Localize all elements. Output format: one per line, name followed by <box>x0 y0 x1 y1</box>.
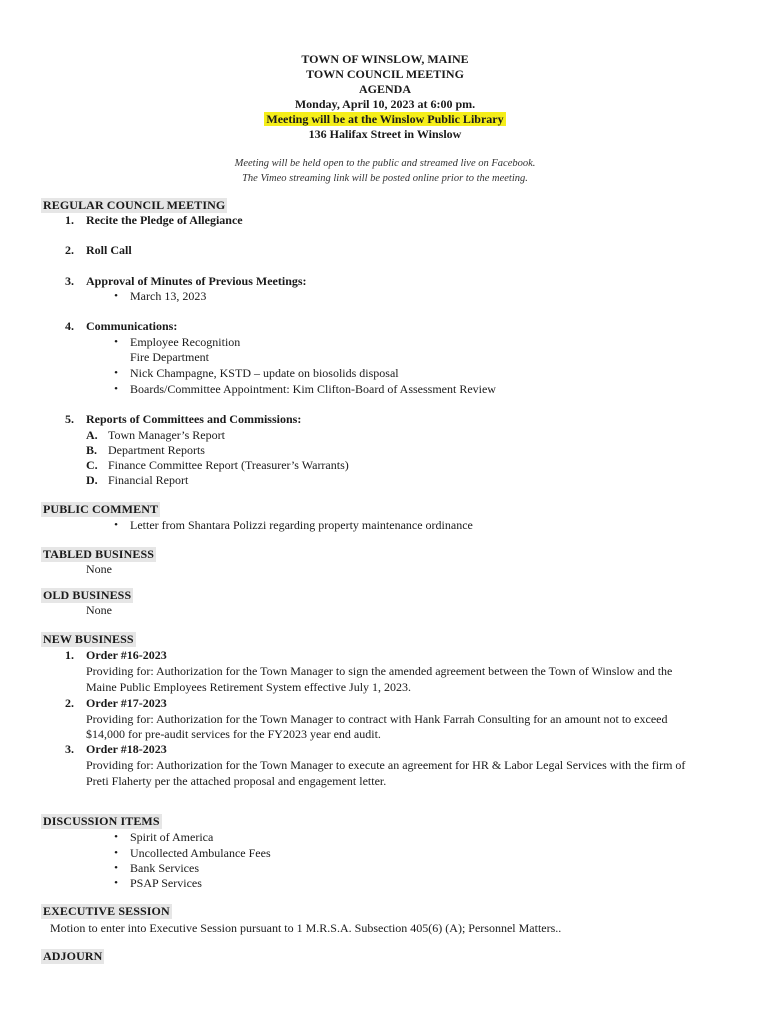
list-item: Nick Champagne, KSTD – update on biosolids disposal <box>130 366 399 380</box>
list-item: Bank Services <box>130 861 199 875</box>
bullet-icon: • <box>114 831 118 843</box>
list-item: Department Reports <box>108 443 205 457</box>
section-tabled-business: TABLED BUSINESS <box>43 547 154 561</box>
list-letter: C. <box>86 458 98 472</box>
list-item: PSAP Services <box>130 876 202 890</box>
bullet-icon: • <box>114 290 118 302</box>
list-item: Spirit of America <box>130 830 214 844</box>
section-old-business: OLD BUSINESS <box>43 588 132 602</box>
item-number: 5. <box>65 412 74 426</box>
item-approval-minutes: Approval of Minutes of Previous Meetings: <box>86 274 307 288</box>
vimeo-note: The Vimeo streaming link will be posted online prior to the meeting. <box>242 173 528 184</box>
item-number: 3. <box>65 742 74 756</box>
meeting-title: TOWN COUNCIL MEETING <box>306 67 464 81</box>
meeting-location-row <box>0 112 770 127</box>
tabled-none: None <box>86 562 112 576</box>
order-description: Providing for: Authorization for the Town Manager to execute an agreement for HR & Labor Legal Services with the firm of <box>86 758 686 772</box>
meeting-date: Monday, April 10, 2023 at 6:00 pm. <box>294 97 476 111</box>
item-number: 3. <box>65 274 74 288</box>
list-item: Finance Committee Report (Treasurer’s Warrants) <box>108 458 349 472</box>
section-discussion-items: DISCUSSION ITEMS <box>43 814 160 828</box>
section-executive-session: EXECUTIVE SESSION <box>43 904 170 918</box>
old-none: None <box>86 603 112 617</box>
order-18-2023: Order #18-2023 <box>86 742 167 756</box>
town-title: TOWN OF WINSLOW, MAINE <box>301 52 469 66</box>
list-item: Boards/Committee Appointment: Kim Clifton-Board of Assessment Review <box>130 382 496 396</box>
list-item: Letter from Shantara Polizzi regarding property maintenance ordinance <box>130 518 473 532</box>
list-item: March 13, 2023 <box>130 289 207 303</box>
item-number: 1. <box>65 648 74 662</box>
section-regular-council-meeting: REGULAR COUNCIL MEETING <box>43 198 226 212</box>
order-16-2023: Order #16-2023 <box>86 648 167 662</box>
list-letter: A. <box>86 428 98 442</box>
meeting-address: 136 Halifax Street in Winslow <box>308 127 462 141</box>
order-description: Providing for: Authorization for the Town Manager to contract with Hank Farrah Consulting for an amount not to exceed <box>86 712 668 726</box>
order-17-2023: Order #17-2023 <box>86 696 167 710</box>
bullet-icon: • <box>114 847 118 859</box>
item-communications: Communications: <box>86 319 178 333</box>
item-reports-committees: Reports of Committees and Commissions: <box>86 412 302 426</box>
list-item: Financial Report <box>108 473 189 487</box>
item-roll-call: Roll Call <box>86 243 132 257</box>
order-description: Preti Flaherty per the attached proposal and engagement letter. <box>86 774 387 788</box>
item-number: 4. <box>65 319 74 333</box>
meeting-location-highlight: Meeting will be at the Winslow Public Library <box>266 112 504 126</box>
order-description: Providing for: Authorization for the Town Manager to sign the amended agreement between the Town of Winslow and the <box>86 664 673 678</box>
list-item: Town Manager’s Report <box>108 428 225 442</box>
bullet-icon: • <box>114 336 118 348</box>
bullet-icon: • <box>114 367 118 379</box>
list-letter: B. <box>86 443 98 457</box>
bullet-icon: • <box>114 383 118 395</box>
section-public-comment: PUBLIC COMMENT <box>43 502 159 516</box>
bullet-icon: • <box>114 862 118 874</box>
order-description: Maine Public Employees Retirement System effective July 1, 2023. <box>86 680 412 694</box>
list-item: Employee Recognition <box>130 335 241 349</box>
list-item: Fire Department <box>130 350 209 364</box>
executive-motion: Motion to enter into Executive Session pursuant to 1 M.R.S.A. Subsection 405(6) (A); Personnel Matters.. <box>50 921 562 935</box>
list-letter: D. <box>86 473 98 487</box>
order-description: $14,000 for pre-audit services for the FY2023 year end audit. <box>86 727 381 741</box>
agenda-title: AGENDA <box>358 82 411 96</box>
item-number: 2. <box>65 696 74 710</box>
item-number: 1. <box>65 213 74 227</box>
bullet-icon: • <box>114 519 118 531</box>
item-pledge: Recite the Pledge of Allegiance <box>86 213 243 227</box>
section-new-business: NEW BUSINESS <box>43 632 134 646</box>
item-number: 2. <box>65 243 74 257</box>
bullet-icon: • <box>114 877 118 889</box>
section-adjourn: ADJOURN <box>43 949 103 963</box>
list-item: Uncollected Ambulance Fees <box>130 846 271 860</box>
livestream-note: Meeting will be held open to the public and streamed live on Facebook. <box>234 158 536 169</box>
